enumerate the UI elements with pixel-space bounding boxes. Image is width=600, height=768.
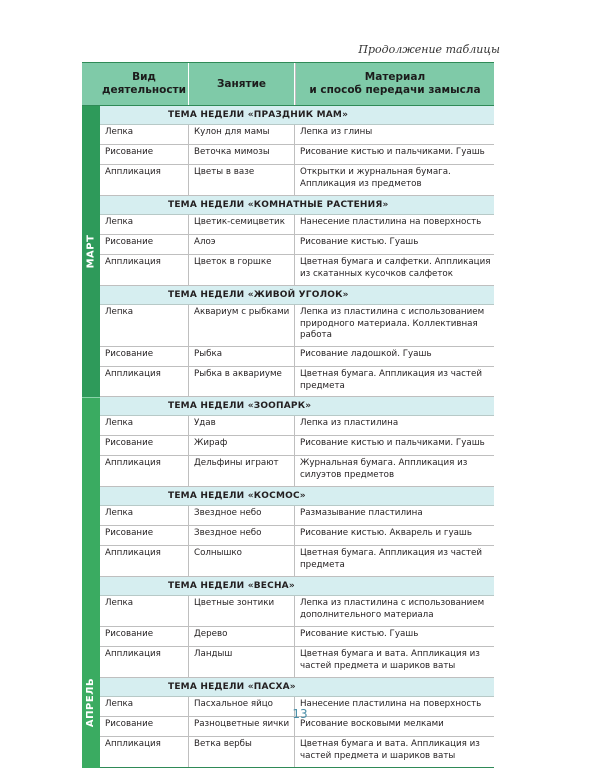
cell-lesson: Веточка мимозы: [188, 145, 294, 164]
month-label: АПРЕЛЬ: [85, 677, 97, 728]
cell-activity: Рисование: [105, 719, 154, 729]
cell-lesson: Удав: [188, 416, 294, 435]
table-row: [100, 255, 494, 286]
cell-activity: Рисование: [105, 237, 154, 247]
cell-activity: Аппликация: [105, 167, 161, 177]
cell-lesson: Кулон для мамы: [188, 125, 294, 144]
header-activity-type: Вид деятельности: [101, 71, 186, 96]
cell-activity: Аппликация: [105, 458, 161, 468]
cell-lesson: Ветка вербы: [188, 737, 294, 767]
cell-material: Рисование ладошкой. Гуашь: [294, 347, 494, 366]
cell-lesson: Звездное небо: [188, 506, 294, 525]
continuation-note: Продолжение таблицы: [358, 43, 500, 56]
topic-heading: ТЕМА НЕДЕЛИ «КОМНАТНЫЕ РАСТЕНИЯ»: [100, 196, 494, 215]
cell-lesson: Рыбка в аквариуме: [188, 367, 294, 396]
cell-material: Цветная бумага и салфетки. Аппликация из скатанных кусочков салфеток: [294, 255, 494, 285]
cell-activity: Рисование: [105, 438, 154, 448]
cell-material: Лепка из глины: [294, 125, 494, 144]
cell-lesson: Цветы в вазе: [188, 165, 294, 195]
cell-lesson: Звездное небо: [188, 526, 294, 545]
cell-activity: Лепка: [105, 418, 134, 428]
topic-heading: ТЕМА НЕДЕЛИ «ЗООПАРК»: [100, 397, 494, 416]
cell-material: Цветная бумага. Аппликация из частей предмета: [294, 546, 494, 576]
cell-material: Лепка из пластилина с использованием дополнительного материала: [294, 596, 494, 626]
cell-activity: Лепка: [105, 217, 134, 227]
table-row: [100, 165, 494, 196]
cell-activity: Аппликация: [105, 257, 161, 267]
cell-activity: Рисование: [105, 629, 154, 639]
topic-heading: ТЕМА НЕДЕЛИ «ПАСХА»: [100, 678, 494, 697]
cell-activity: Лепка: [105, 508, 134, 518]
month-header: [82, 63, 100, 105]
table-row: [100, 436, 494, 456]
cell-material: Рисование кистью. Акварель и гуашь: [294, 526, 494, 545]
cell-activity: Лепка: [105, 127, 134, 137]
table-row: [100, 506, 494, 526]
table-row: [100, 456, 494, 487]
table-row: [100, 145, 494, 165]
table-row: [100, 627, 494, 647]
header-lesson: Занятие: [188, 63, 295, 105]
topic-heading: ТЕМА НЕДЕЛИ «ВЕСНА»: [100, 577, 494, 596]
table-row: [100, 647, 494, 678]
cell-lesson: Солнышко: [188, 546, 294, 576]
table-row: [100, 526, 494, 546]
cell-activity: Аппликация: [105, 548, 161, 558]
cell-lesson: Ландыш: [188, 647, 294, 677]
table-row: [100, 596, 494, 627]
page-number: 13: [292, 707, 308, 721]
cell-material: Рисование кистью и пальчиками. Гуашь: [294, 436, 494, 455]
table-header: [82, 62, 494, 106]
topic-heading: ТЕМА НЕДЕЛИ «ЖИВОЙ УГОЛОК»: [100, 286, 494, 305]
month-band-march: [82, 106, 100, 397]
cell-lesson: Жираф: [188, 436, 294, 455]
cell-material: Рисование восковыми мелками: [294, 717, 494, 736]
table-row: [100, 416, 494, 436]
cell-lesson: Алоэ: [188, 235, 294, 254]
cell-lesson: Цветик-семицветик: [188, 215, 294, 234]
table-row: [100, 235, 494, 255]
cell-lesson: Рыбка: [188, 347, 294, 366]
header-material: Материал и способ передачи замысла: [295, 63, 494, 105]
cell-activity: Лепка: [105, 307, 134, 317]
table-row: [100, 367, 494, 397]
cell-activity: Аппликация: [105, 649, 161, 659]
table-row: [100, 546, 494, 577]
table-row: [100, 737, 494, 768]
cell-material: Рисование кистью. Гуашь: [294, 627, 494, 646]
table-row: [100, 125, 494, 145]
cell-lesson: Аквариум с рыбками: [188, 305, 294, 346]
cell-activity: Рисование: [105, 147, 154, 157]
table-row: [100, 215, 494, 235]
cell-lesson: Дельфины играют: [188, 456, 294, 486]
month-block-march: [82, 106, 494, 397]
cell-activity: Лепка: [105, 699, 134, 709]
cell-material: Цветная бумага. Аппликация из частей предмета: [294, 367, 494, 396]
cell-material: Открытки и журнальная бумага. Аппликация из предметов: [294, 165, 494, 195]
cell-lesson: Разноцветные яички: [188, 717, 294, 736]
table-row: [100, 305, 494, 347]
cell-material: Цветная бумага и вата. Аппликация из частей предмета и шариков ваты: [294, 647, 494, 677]
cell-material: Журнальная бумага. Аппликация из силуэтов предметов: [294, 456, 494, 486]
cell-activity: Аппликация: [105, 739, 161, 749]
cell-lesson: Пасхальное яйцо: [188, 697, 294, 716]
cell-lesson: Цветные зонтики: [188, 596, 294, 626]
cell-activity: Лепка: [105, 598, 134, 608]
cell-activity: Аппликация: [105, 369, 161, 379]
cell-material: Лепка из пластилина с использованием природного материала. Коллективная работа: [294, 305, 494, 346]
topic-heading: ТЕМА НЕДЕЛИ «КОСМОС»: [100, 487, 494, 506]
cell-material: Рисование кистью. Гуашь: [294, 235, 494, 254]
cell-material: Рисование кистью и пальчиками. Гуашь: [294, 145, 494, 164]
cell-material: Цветная бумага и вата. Аппликация из частей предмета и шариков ваты: [294, 737, 494, 767]
cell-lesson: Дерево: [188, 627, 294, 646]
cell-material: Нанесение пластилина на поверхность: [294, 215, 494, 234]
cell-material: Нанесение пластилина на поверхность: [294, 697, 494, 716]
cell-material: Размазывание пластилина: [294, 506, 494, 525]
topic-heading: ТЕМА НЕДЕЛИ «ПРАЗДНИК МАМ»: [100, 106, 494, 125]
cell-activity: Рисование: [105, 349, 154, 359]
month-label: МАРТ: [85, 234, 97, 269]
cell-activity: Рисование: [105, 528, 154, 538]
activity-table: [82, 62, 494, 768]
cell-lesson: Цветок в горшке: [188, 255, 294, 285]
cell-material: Лепка из пластилина: [294, 416, 494, 435]
table-row: [100, 347, 494, 367]
